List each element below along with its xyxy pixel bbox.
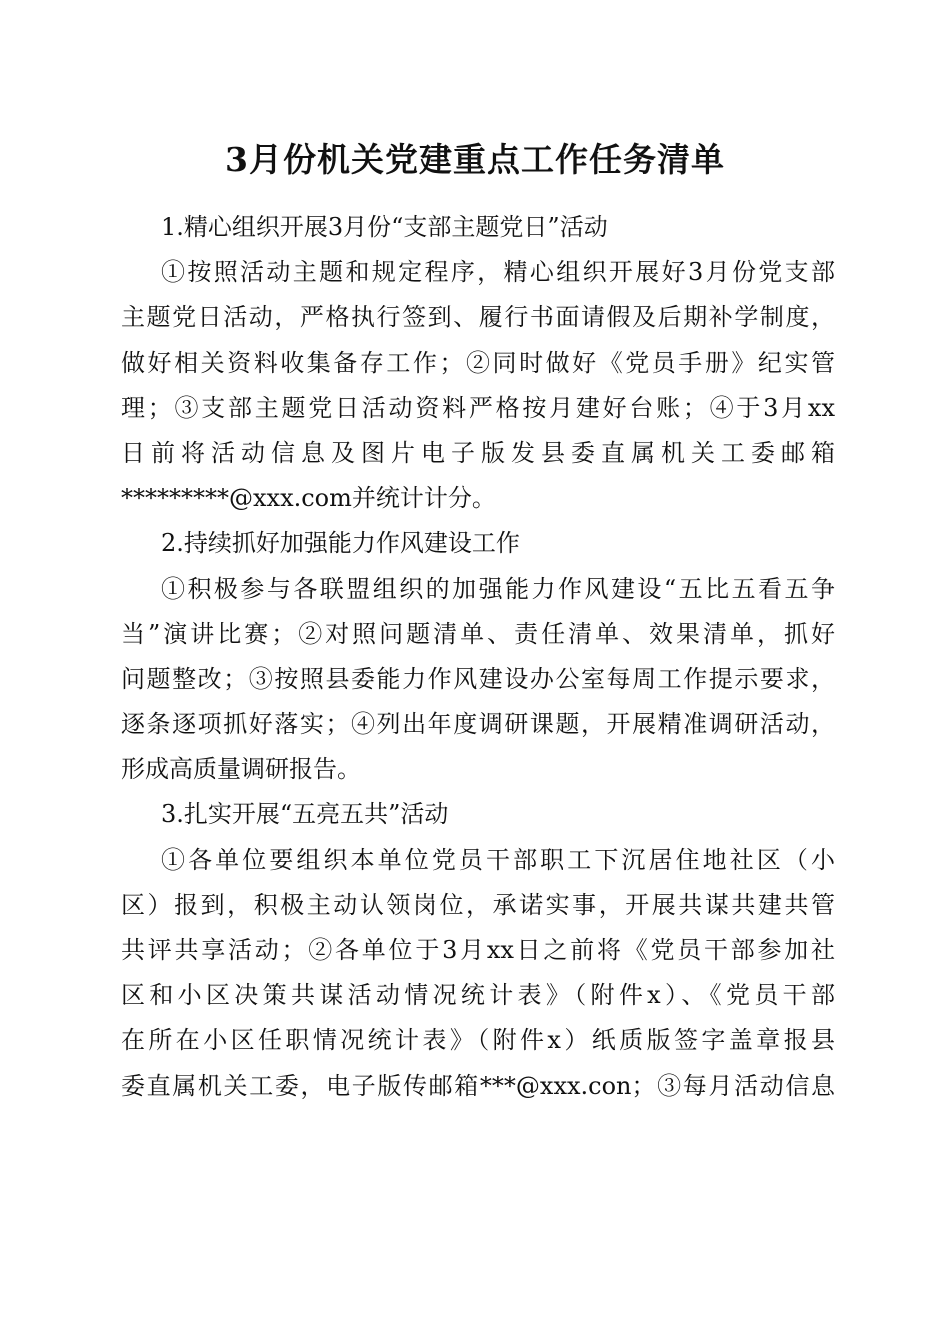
section-2-line-5: 形成高质量调研报告。: [121, 755, 361, 784]
page-title: 3月份机关党建重点工作任务清单: [225, 140, 725, 179]
section-3-line-3: 共评共享活动；②各单位于3月xx日之前将《党员干部参加社: [121, 936, 835, 964]
section-2-line-1: ①积极参与各联盟组织的加强能力作风建设“五比五看五争: [161, 574, 835, 603]
document-body: [121, 205, 835, 1109]
section-1-line-2: 主题党日活动，严格执行签到、履行书面请假及后期补学制度，: [121, 303, 835, 332]
section-1-line-4: 理；③支部主题党日活动资料严格按月建好台账；④于3月xx: [121, 393, 835, 422]
section-2-heading: 2.持续抓好加强能力作风建设工作: [161, 529, 520, 558]
section-2-line-4: 逐条逐项抓好落实；④列出年度调研课题，开展精准调研活动，: [121, 710, 835, 739]
section-3-line-6: 委直属机关工委，电子版传邮箱***@xxx.con；③每月活动信息: [121, 1071, 835, 1100]
section-2-line-2: 当”演讲比赛；②对照问题清单、责任清单、效果清单，抓好: [121, 619, 835, 648]
section-1-heading: 1.精心组织开展3月份“支部主题党日”活动: [161, 213, 608, 241]
section-3-line-2: 区）报到，积极主动认领岗位，承诺实事，开展共谋共建共管: [121, 890, 835, 919]
section-1-line-3: 做好相关资料收集备存工作；②同时做好《党员手册》纪实管: [121, 348, 835, 377]
section-1-line-5: 日前将活动信息及图片电子版发县委直属机关工委邮箱: [121, 438, 835, 467]
section-2-line-3: 问题整改；③按照县委能力作风建设办公室每周工作提示要求，: [121, 664, 835, 693]
section-3-line-1: ①各单位要组织本单位党员干部职工下沉居住地社区（小: [161, 845, 835, 874]
section-1-line-1: ①按照活动主题和规定程序，精心组织开展好3月份党支部: [161, 258, 835, 287]
section-3-line-4: 区和小区决策共谋活动情况统计表》（附件x）、《党员干部: [121, 981, 835, 1010]
section-3-heading: 3.扎实开展“五亮五共”活动: [161, 800, 449, 829]
section-1-line-6: *********@xxx.com并统计计分。: [121, 484, 496, 513]
section-3-line-5: 在所在小区任职情况统计表》（附件x）纸质版签字盖章报县: [121, 1026, 835, 1055]
